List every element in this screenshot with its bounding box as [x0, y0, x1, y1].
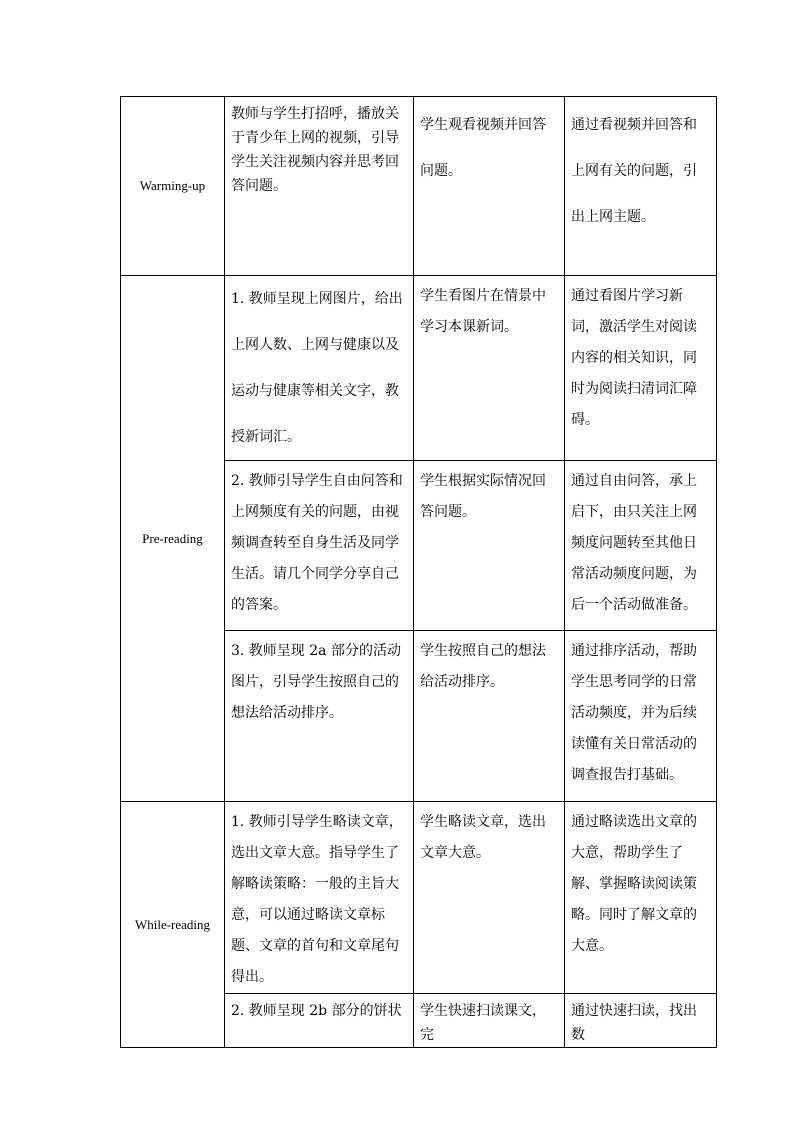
design-purpose-cell: 通过排序活动，帮助学生思考同学的日常活动频度，并为后续读懂有关日常活动的调查报告打基础。 [565, 631, 717, 802]
stage-cell: Pre-reading [121, 276, 225, 802]
teacher-activity-cell: 1. 教师呈现上网图片，给出上网人数、上网与健康以及运动与健康等相关文字，教授新词汇。 [225, 276, 414, 461]
student-activity-cell: 学生根据实际情况回答问题。 [414, 461, 565, 631]
design-purpose-cell: 通过看视频并回答和上网有关的问题，引出上网主题。 [565, 97, 717, 276]
teacher-activity-cell: 教师与学生打招呼，播放关于青少年上网的视频，引导学生关注视频内容并思考回答问题。 [225, 97, 414, 276]
design-purpose-cell: 通过快速扫读，找出数 [565, 994, 717, 1048]
table-row [121, 276, 717, 461]
student-activity-cell: 学生看图片在情景中学习本课新词。 [414, 276, 565, 461]
student-activity-cell: 学生按照自己的想法给活动排序。 [414, 631, 565, 802]
teacher-activity-cell: 1. 教师引导学生略读文章，选出文章大意。指导学生了解略读策略：一般的主旨大意，可以通过略读文章标题、文章的首句和文章尾句得出。 [225, 802, 414, 994]
stage-cell: Warming-up [121, 97, 225, 276]
design-purpose-cell: 通过自由问答，承上启下，由只关注上网频度问题转至其他日常活动频度问题，为后一个活动做准备。 [565, 461, 717, 631]
student-activity-cell: 学生观看视频并回答问题。 [414, 97, 565, 276]
teacher-activity-cell: 3. 教师呈现 2a 部分的活动图片，引导学生按照自己的想法给活动排序。 [225, 631, 414, 802]
teacher-activity-cell: 2. 教师呈现 2b 部分的饼状 [225, 994, 414, 1048]
student-activity-cell: 学生略读文章，选出文章大意。 [414, 802, 565, 994]
table-row [121, 802, 717, 994]
table-row [121, 97, 717, 276]
design-purpose-cell: 通过看图片学习新词，激活学生对阅读内容的相关知识，同时为阅读扫清词汇障碍。 [565, 276, 717, 461]
lesson-plan-table [120, 96, 717, 1048]
teacher-activity-cell: 2. 教师引导学生自由问答和上网频度有关的问题，由视频调查转至自身生活及同学生活。请几个同学分享自己的答案。 [225, 461, 414, 631]
stage-cell: While-reading [121, 802, 225, 1048]
student-activity-cell: 学生快速扫读课文，完 [414, 994, 565, 1048]
design-purpose-cell: 通过略读选出文章的大意，帮助学生了解、掌握略读阅读策略。同时了解文章的大意。 [565, 802, 717, 994]
